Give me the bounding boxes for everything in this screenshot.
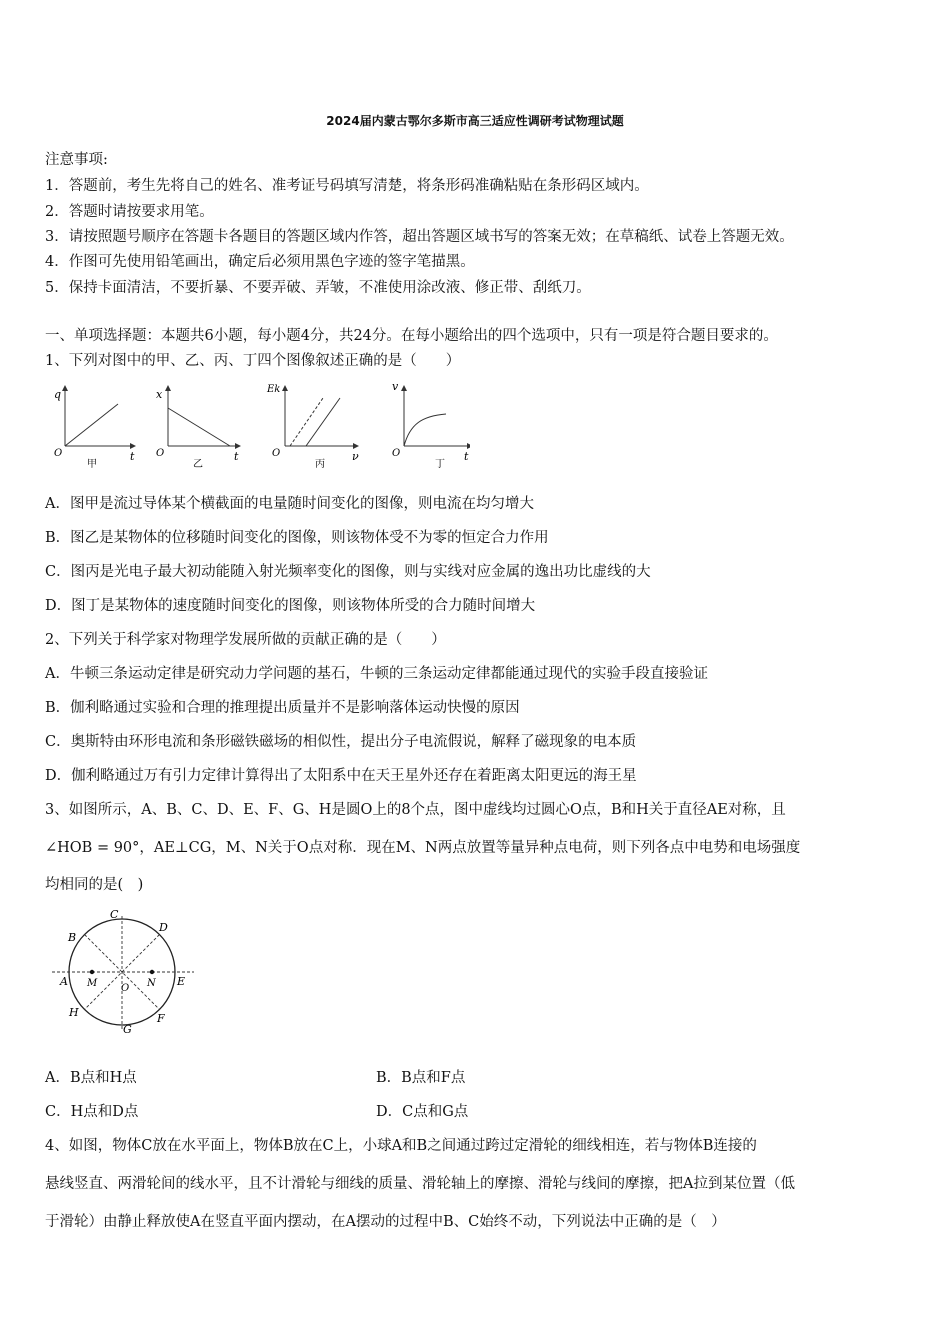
page-title: 2024届内蒙古鄂尔多斯市高三适应性调研考试物理试题 bbox=[326, 114, 624, 128]
question-2-option-c: C．奥斯特由环形电流和条形磁铁磁场的相似性，提出分子电流假说，解释了磁现象的电本质 bbox=[45, 734, 637, 750]
section-heading: 一、单项选择题：本题共6小题，每小题4分，共24分。在每小题给出的四个选项中，只有一项是符合题目要求的。 bbox=[45, 328, 778, 344]
label-o: O bbox=[121, 983, 130, 994]
graph-yi bbox=[156, 386, 240, 470]
question-3-line-3: 均相同的是( ) bbox=[45, 877, 144, 893]
question-1-option-d: D．图丁是某物体的速度随时间变化的图像，则该物体所受的合力随时间增大 bbox=[45, 598, 536, 614]
question-3-circle-diagram bbox=[44, 904, 204, 1036]
question-3-option-a: A．B点和H点 bbox=[45, 1070, 137, 1086]
question-1-stem: 1、下列对图中的甲、乙、丙、丁四个图像叙述正确的是（ ） bbox=[45, 353, 461, 369]
question-4-line-3: 于滑轮）由静止释放使A在竖直平面内摆动，在A摆动的过程中B、C始终不动，下列说法中正确的是（ ） bbox=[45, 1214, 726, 1230]
graph-jia-xlabel: t bbox=[130, 450, 135, 463]
graph-bing-origin: O bbox=[272, 448, 281, 459]
notice-item-1: 1．答题前，考生先将自己的姓名、准考证号码填写清楚，将条形码准确粘贴在条形码区域内。 bbox=[45, 178, 649, 194]
label-h: H bbox=[69, 1006, 79, 1019]
graph-ding-ylabel: v bbox=[392, 380, 399, 393]
graph-bing-ylabel: Ek bbox=[267, 384, 281, 395]
question-2-option-a: A．牛顿三条运动定律是研究动力学问题的基石，牛顿的三条运动定律都能通过现代的实验手段直接验证 bbox=[45, 666, 708, 682]
graph-yi-caption: 乙 bbox=[193, 459, 203, 470]
graph-yi-origin: O bbox=[156, 448, 165, 459]
question-3-option-c: C．H点和D点 bbox=[45, 1104, 139, 1120]
notice-item-3: 3．请按照题号顺序在答题卡各题目的答题区域内作答，超出答题区域书写的答案无效；在草稿纸、试卷上答题无效。 bbox=[45, 229, 794, 245]
notice-heading: 注意事项: bbox=[45, 152, 108, 168]
notice-item-4: 4．作图可先使用铅笔画出，确定后必须用黑色字迹的签字笔描黑。 bbox=[45, 254, 475, 270]
graph-ding-xlabel: t bbox=[464, 450, 469, 463]
question-1-option-c: C．图丙是光电子最大初动能随入射光频率变化的图像，则与实线对应金属的逸出功比虚线的大 bbox=[45, 564, 651, 580]
label-f: F bbox=[157, 1012, 165, 1025]
question-2-stem: 2、下列关于科学家对物理学发展所做的贡献正确的是（ ） bbox=[45, 632, 446, 648]
question-1-graphs bbox=[40, 376, 470, 476]
graph-bing-caption: 丙 bbox=[315, 459, 325, 470]
graph-yi-xlabel: t bbox=[234, 450, 239, 463]
label-n: N bbox=[147, 978, 156, 989]
label-g: G bbox=[123, 1023, 132, 1036]
notice-item-2: 2．答题时请按要求用笔。 bbox=[45, 204, 214, 220]
graph-jia bbox=[54, 386, 135, 470]
graph-yi-ylabel: x bbox=[156, 388, 163, 401]
label-m: M bbox=[87, 978, 98, 989]
label-d: D bbox=[159, 921, 168, 934]
question-3-line-2: ∠HOB = 90°，AE⊥CG，M、N关于O点对称．现在M、N两点放置等量异种点电荷，则下列各点中电势和电场强度 bbox=[45, 840, 801, 856]
graph-ding-origin: O bbox=[392, 448, 401, 459]
graph-bing-xlabel: ν bbox=[352, 450, 359, 463]
question-1-option-b: B．图乙是某物体的位移随时间变化的图像，则该物体受不为零的恒定合力作用 bbox=[45, 530, 549, 546]
question-4-line-2: 悬线竖直、两滑轮间的线水平，且不计滑轮与细线的质量、滑轮轴上的摩擦、滑轮与线间的摩擦，把A拉到某位置（低 bbox=[45, 1176, 795, 1192]
question-3-option-d: D．C点和G点 bbox=[376, 1104, 469, 1120]
question-4-line-1: 4、如图，物体C放在水平面上，物体B放在C上，小球A和B之间通过跨过定滑轮的细线相连，若与物体B连接的 bbox=[45, 1138, 757, 1154]
question-2-option-d: D．伽利略通过万有引力定律计算得出了太阳系中在天王星外还存在着距离太阳更远的海王星 bbox=[45, 768, 637, 784]
question-1-option-a: A．图甲是流过导体某个横截面的电量随时间变化的图像，则电流在均匀增大 bbox=[45, 496, 534, 512]
question-3-line-1: 3、如图所示，A、B、C、D、E、F、G、H是圆O上的8个点，图中虚线均过圆心O点，B和H关于直径AE对称，且 bbox=[45, 802, 786, 818]
question-2-option-b: B．伽利略通过实验和合理的推理提出质量并不是影响落体运动快慢的原因 bbox=[45, 700, 520, 716]
graph-jia-ylabel: q bbox=[54, 388, 62, 401]
label-b: B bbox=[68, 931, 77, 944]
charge-m-dot bbox=[90, 970, 94, 974]
graph-ding bbox=[392, 380, 470, 470]
charge-n-dot bbox=[150, 970, 154, 974]
label-c: C bbox=[110, 908, 119, 921]
label-e: E bbox=[177, 975, 186, 988]
graph-jia-origin: O bbox=[54, 448, 63, 459]
graph-bing bbox=[266, 384, 359, 470]
question-3-option-b: B．B点和F点 bbox=[376, 1070, 466, 1086]
graph-ding-caption: 丁 bbox=[435, 459, 445, 470]
label-a: A bbox=[60, 975, 68, 988]
notice-item-5: 5．保持卡面清洁，不要折暴、不要弄破、弄皱，不准使用涂改液、修正带、刮纸刀。 bbox=[45, 280, 591, 296]
graph-jia-caption: 甲 bbox=[87, 459, 97, 470]
